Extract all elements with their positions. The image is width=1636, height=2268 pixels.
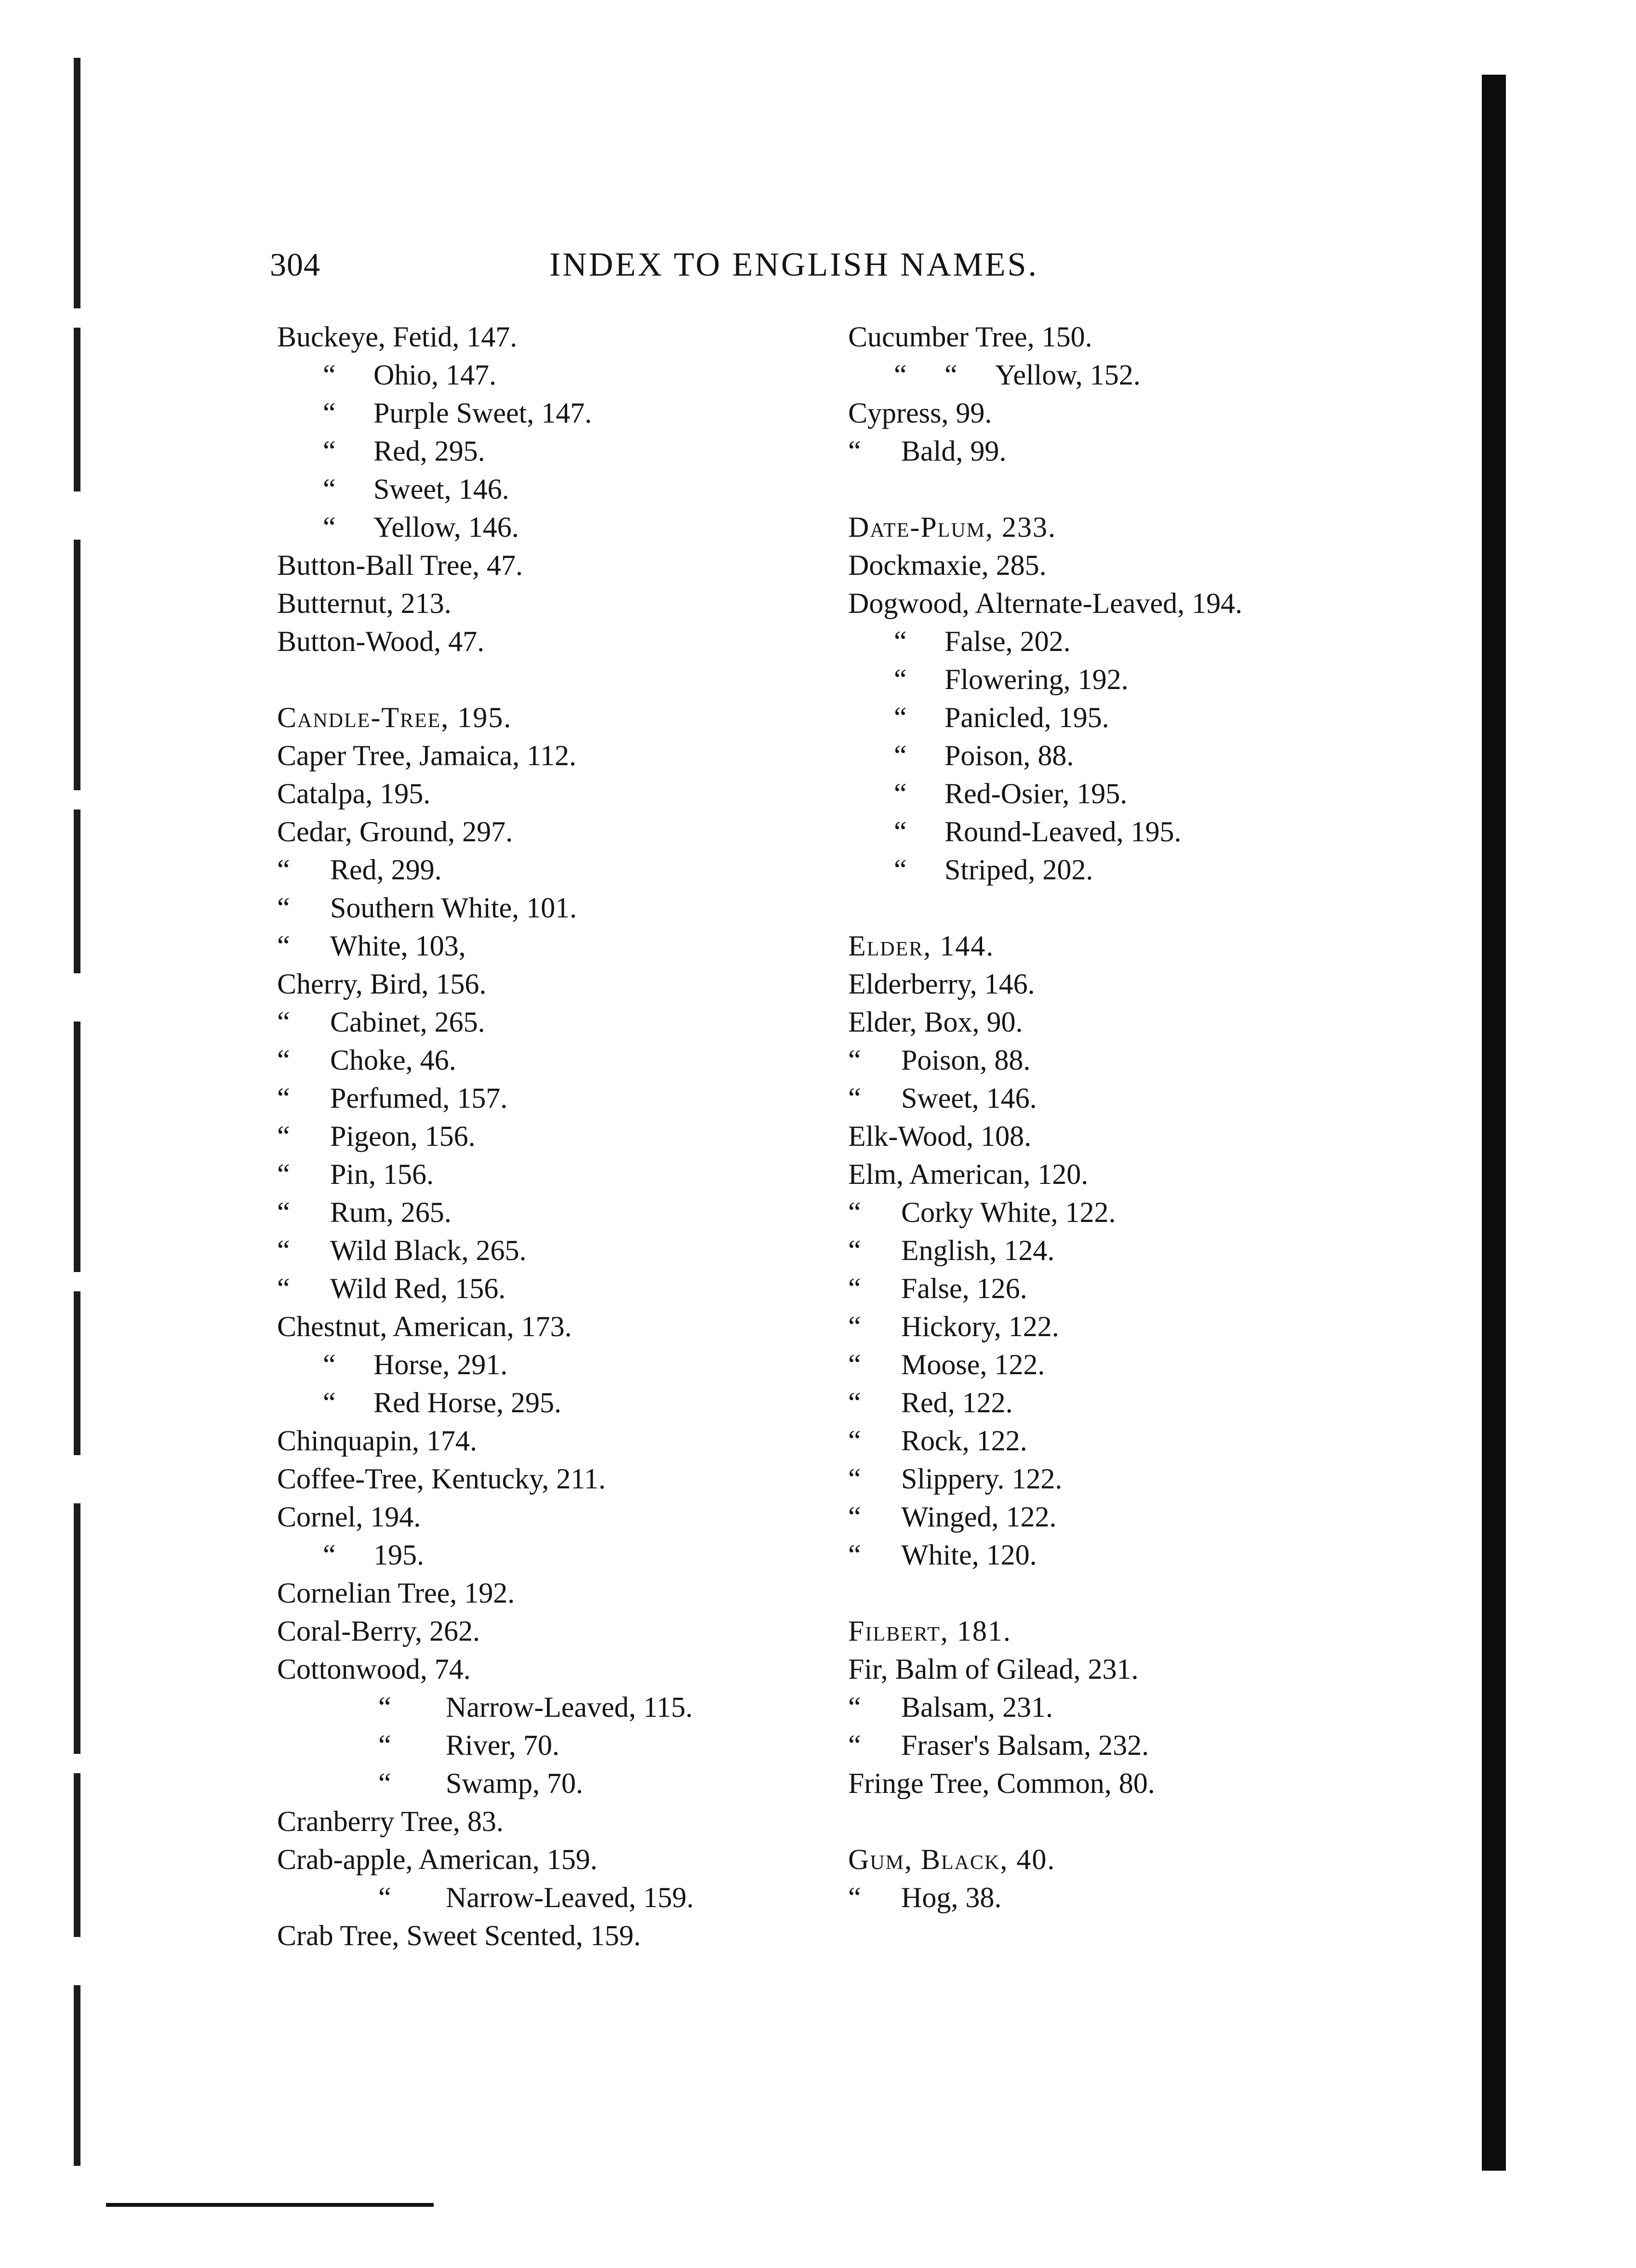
- index-entry: [277, 1308, 822, 1346]
- index-entry-text: Candle-Tree, 195.: [277, 702, 512, 733]
- index-entry: [848, 1194, 1417, 1232]
- ditto-mark: “: [323, 359, 336, 391]
- index-entry: [277, 775, 822, 813]
- ditto-mark: “: [323, 511, 336, 543]
- index-entry-text: Wild Red, 156.: [330, 1273, 506, 1304]
- index-entry-text: Red Horse, 295.: [373, 1387, 561, 1419]
- ditto-mark: “: [378, 1882, 391, 1913]
- index-entry-text: Pin, 156.: [330, 1158, 434, 1190]
- page-number: 304: [270, 246, 320, 283]
- index-entry: [848, 508, 1417, 546]
- index-entry-text: Yellow, 152.: [995, 359, 1141, 391]
- index-entry: [277, 1879, 822, 1917]
- index-entry-text: White, 103,: [330, 930, 466, 962]
- ditto-mark: “: [323, 1349, 336, 1380]
- index-entry-text: Moose, 122.: [901, 1349, 1045, 1380]
- index-entry-text: Cucumber Tree, 150.: [848, 321, 1092, 353]
- index-entry-text: Coffee-Tree, Kentucky, 211.: [277, 1463, 606, 1495]
- index-entry-text: Cottonwood, 74.: [277, 1653, 471, 1685]
- index-entry: [277, 1841, 822, 1879]
- index-entry: [848, 1346, 1417, 1384]
- index-entry-text: Balsam, 231.: [901, 1691, 1053, 1723]
- ditto-mark: “: [848, 1196, 861, 1228]
- index-entry: [277, 470, 822, 508]
- index-entry-text: Elder, Box, 90.: [848, 1006, 1023, 1038]
- index-entry-text: Hickory, 122.: [901, 1311, 1059, 1342]
- index-entry: [848, 318, 1417, 356]
- ditto-mark: “: [848, 1729, 861, 1761]
- ditto-mark: “: [277, 1158, 290, 1190]
- index-entry: [848, 1460, 1417, 1498]
- index-entry: [277, 737, 822, 775]
- index-entry-text: Panicled, 195.: [944, 702, 1109, 733]
- index-entry: [848, 394, 1417, 432]
- index-entry: [848, 775, 1417, 813]
- index-entry-text: Swamp, 70.: [446, 1767, 583, 1799]
- index-entry: [277, 1460, 822, 1498]
- index-entry: [848, 927, 1417, 965]
- index-entry-text: Elk-Wood, 108.: [848, 1120, 1032, 1152]
- index-entry-text: Rock, 122.: [901, 1425, 1027, 1457]
- index-entry-text: Cypress, 99.: [848, 397, 992, 429]
- ditto-mark: “: [894, 359, 907, 391]
- index-entry: [848, 356, 1417, 394]
- index-entry-text: Hog, 38.: [901, 1882, 1002, 1913]
- index-entry-text: Yellow, 146.: [373, 511, 519, 543]
- index-entry-text: Striped, 202.: [944, 854, 1093, 886]
- index-entry: [848, 432, 1417, 470]
- ditto-mark: “: [277, 1196, 290, 1228]
- ditto-mark: “: [378, 1729, 391, 1761]
- index-entry: [848, 1003, 1417, 1041]
- index-entry: [277, 889, 822, 927]
- index-entry: [848, 1232, 1417, 1270]
- ditto-mark: “: [848, 1349, 861, 1380]
- index-entry: [848, 1117, 1417, 1155]
- index-entry-text: Coral-Berry, 262.: [277, 1615, 480, 1647]
- index-entry-text: False, 202.: [944, 625, 1071, 657]
- index-entry-text: Buckeye, Fetid, 147.: [277, 321, 518, 353]
- index-entry-text: Elm, American, 120.: [848, 1158, 1089, 1190]
- ditto-mark: “: [848, 1234, 861, 1266]
- ditto-mark: “: [848, 1311, 861, 1342]
- index-entry: [277, 1612, 822, 1650]
- running-title: INDEX TO ENGLISH NAMES.: [549, 246, 1038, 283]
- index-entry-text: Chinquapin, 174.: [277, 1425, 477, 1457]
- ditto-mark: “: [848, 435, 861, 467]
- ditto-mark: “: [277, 1120, 290, 1152]
- index-entry-text: Cornel, 194.: [277, 1501, 421, 1533]
- index-entry: [848, 1384, 1417, 1422]
- index-entry-text: Fraser's Balsam, 232.: [901, 1729, 1149, 1761]
- index-entry: [848, 813, 1417, 851]
- ditto-mark: “: [277, 854, 290, 886]
- page-header: [270, 246, 1176, 289]
- index-entry: [277, 1232, 822, 1270]
- ditto-mark: “: [378, 1767, 391, 1799]
- index-entry-text: Red, 299.: [330, 854, 442, 886]
- index-entry-text: Cabinet, 265.: [330, 1006, 485, 1038]
- ditto-mark: “: [848, 1501, 861, 1533]
- ditto-mark: “: [277, 892, 290, 924]
- index-entry: [277, 1917, 822, 1955]
- index-entry-text: Winged, 122.: [901, 1501, 1057, 1533]
- index-entry-text: Narrow-Leaved, 115.: [446, 1691, 693, 1723]
- scan-edge-bottom: [106, 2203, 434, 2207]
- ditto-mark: “: [848, 1425, 861, 1457]
- index-entry: [848, 1650, 1417, 1688]
- index-entry: [277, 1498, 822, 1536]
- ditto-mark: “: [323, 1387, 336, 1419]
- index-entry-text: Cornelian Tree, 192.: [277, 1577, 515, 1609]
- index-entry: [277, 1574, 822, 1612]
- index-entry-text: False, 126.: [901, 1273, 1027, 1304]
- index-entry: [848, 1041, 1417, 1079]
- index-entry-text: Gum, Black, 40.: [848, 1844, 1056, 1875]
- index-entry: [277, 546, 822, 584]
- ditto-mark: “: [277, 1273, 290, 1304]
- index-entry: [848, 1841, 1417, 1879]
- index-entry-text: River, 70.: [446, 1729, 559, 1761]
- ditto-mark: “: [848, 1387, 861, 1419]
- index-entry-text: Fir, Balm of Gilead, 231.: [848, 1653, 1139, 1685]
- index-entry-text: Cedar, Ground, 297.: [277, 816, 513, 848]
- ditto-mark: “: [894, 778, 907, 809]
- index-entry: [277, 1117, 822, 1155]
- ditto-mark: “: [277, 930, 290, 962]
- index-entry-text: Elder, 144.: [848, 930, 995, 962]
- index-entry-text: Fringe Tree, Common, 80.: [848, 1767, 1155, 1799]
- index-entry-text: Ohio, 147.: [373, 359, 496, 391]
- index-entry-text: Narrow-Leaved, 159.: [446, 1882, 694, 1913]
- index-entry: [277, 1155, 822, 1194]
- index-entry-text: Poison, 88.: [944, 740, 1074, 771]
- index-entry: [848, 965, 1417, 1003]
- index-entry: [277, 1079, 822, 1117]
- index-entry-text: Horse, 291.: [373, 1349, 508, 1380]
- index-entry: [848, 1879, 1417, 1917]
- ditto-mark: “: [323, 473, 336, 505]
- index-entry: [277, 623, 822, 661]
- index-entry-text: Red-Osier, 195.: [944, 778, 1128, 809]
- ditto-mark: “: [894, 740, 907, 771]
- ditto-mark: “: [894, 625, 907, 657]
- ditto-mark: “: [848, 1082, 861, 1114]
- scan-edge-right: [1482, 75, 1506, 2171]
- index-entry: [848, 1536, 1417, 1574]
- index-entry: [277, 1422, 822, 1460]
- index-entry: [277, 1003, 822, 1041]
- index-entry-text: Purple Sweet, 147.: [373, 397, 592, 429]
- index-entry: [848, 1726, 1417, 1764]
- ditto-mark: “: [848, 1691, 861, 1723]
- index-entry-text: Crab Tree, Sweet Scented, 159.: [277, 1920, 641, 1951]
- index-entry: [848, 623, 1417, 661]
- index-entry: [277, 1650, 822, 1688]
- index-entry: [848, 737, 1417, 775]
- index-entry-text: Flowering, 192.: [944, 663, 1129, 695]
- index-entry: [848, 661, 1417, 699]
- index-entry-text: English, 124.: [901, 1234, 1055, 1266]
- index-entry: [277, 1803, 822, 1841]
- index-entry-text: Dogwood, Alternate-Leaved, 194.: [848, 587, 1243, 619]
- index-entry: [848, 1270, 1417, 1308]
- ditto-mark: “: [323, 1539, 336, 1571]
- index-entry: [277, 1346, 822, 1384]
- index-entry-text: Dockmaxie, 285.: [848, 549, 1047, 581]
- index-entry-text: Round-Leaved, 195.: [944, 816, 1182, 848]
- index-entry-text: Bald, 99.: [901, 435, 1007, 467]
- index-entry-text: Catalpa, 195.: [277, 778, 431, 809]
- index-entry-text: Sweet, 146.: [373, 473, 509, 505]
- index-entry-text: White, 120.: [901, 1539, 1037, 1571]
- ditto-mark: “: [848, 1882, 861, 1913]
- scan-edge-left: [74, 58, 80, 2166]
- index-entry: [277, 1270, 822, 1308]
- index-entry: [848, 546, 1417, 584]
- index-entry: [277, 508, 822, 546]
- index-entry: [277, 851, 822, 889]
- index-entry: [848, 1079, 1417, 1117]
- index-entry: [277, 1194, 822, 1232]
- index-entry-text: Choke, 46.: [330, 1044, 456, 1076]
- ditto-mark: “: [378, 1691, 391, 1723]
- index-entry: [277, 1384, 822, 1422]
- index-entry: [277, 394, 822, 432]
- index-entry: [848, 1308, 1417, 1346]
- index-entry-text: Crab-apple, American, 159.: [277, 1844, 598, 1875]
- index-entry-text: Rum, 265.: [330, 1196, 452, 1228]
- ditto-mark: “: [894, 663, 907, 695]
- index-entry: [848, 584, 1417, 623]
- index-entry: [848, 1155, 1417, 1194]
- index-entry-text: Poison, 88.: [901, 1044, 1031, 1076]
- index-entry: [848, 1498, 1417, 1536]
- index-entry: [277, 1041, 822, 1079]
- ditto-mark: “: [277, 1044, 290, 1076]
- index-entry: [277, 927, 822, 965]
- ditto-mark: “: [848, 1044, 861, 1076]
- index-entry-text: Cherry, Bird, 156.: [277, 968, 487, 1000]
- index-entry-text: Red, 122.: [901, 1387, 1013, 1419]
- ditto-mark: “: [894, 702, 907, 733]
- ditto-mark: “: [848, 1273, 861, 1304]
- index-entry: [277, 356, 822, 394]
- index-entry-text: 195.: [373, 1539, 424, 1571]
- index-entry: [277, 965, 822, 1003]
- ditto-mark: “: [323, 435, 336, 467]
- index-entry-text: Pigeon, 156.: [330, 1120, 476, 1152]
- index-entry: [848, 699, 1417, 737]
- index-column-left: [277, 318, 822, 1955]
- ditto-mark: “: [277, 1006, 290, 1038]
- ditto-mark: “: [277, 1082, 290, 1114]
- index-entry-text: Date-Plum, 233.: [848, 511, 1056, 543]
- index-entry-text: Wild Black, 265.: [330, 1234, 527, 1266]
- index-entry-text: Filbert, 181.: [848, 1615, 1011, 1647]
- ditto-mark: “: [944, 359, 958, 391]
- index-entry-text: Perfumed, 157.: [330, 1082, 508, 1114]
- ditto-mark: “: [848, 1463, 861, 1495]
- index-entry-text: Slippery. 122.: [901, 1463, 1063, 1495]
- index-entry: [277, 699, 822, 737]
- index-entry-text: Butternut, 213.: [277, 587, 452, 619]
- index-entry: [277, 1726, 822, 1764]
- index-entry: [848, 1764, 1417, 1803]
- ditto-mark: “: [848, 1539, 861, 1571]
- index-entry-text: Red, 295.: [373, 435, 485, 467]
- index-entry: [848, 1422, 1417, 1460]
- index-entry: [848, 1612, 1417, 1650]
- index-entry-text: Caper Tree, Jamaica, 112.: [277, 740, 576, 771]
- index-entry: [277, 1536, 822, 1574]
- index-entry-text: Corky White, 122.: [901, 1196, 1116, 1228]
- index-entry-text: Elderberry, 146.: [848, 968, 1035, 1000]
- ditto-mark: “: [277, 1234, 290, 1266]
- index-entry: [277, 1764, 822, 1803]
- ditto-mark: “: [323, 397, 336, 429]
- index-entry-text: Button-Ball Tree, 47.: [277, 549, 523, 581]
- index-entry: [848, 1688, 1417, 1726]
- index-entry-text: Southern White, 101.: [330, 892, 577, 924]
- index-entry: [277, 432, 822, 470]
- index-entry-text: Chestnut, American, 173.: [277, 1311, 572, 1342]
- index-entry: [277, 1688, 822, 1726]
- index-entry-text: Cranberry Tree, 83.: [277, 1805, 504, 1837]
- index-entry: [848, 851, 1417, 889]
- index-entry: [277, 584, 822, 623]
- index-entry-text: Sweet, 146.: [901, 1082, 1037, 1114]
- index-column-right: [848, 318, 1417, 1917]
- ditto-mark: “: [894, 816, 907, 848]
- index-entry: [277, 318, 822, 356]
- ditto-mark: “: [894, 854, 907, 886]
- index-entry-text: Button-Wood, 47.: [277, 625, 485, 657]
- index-entry: [277, 813, 822, 851]
